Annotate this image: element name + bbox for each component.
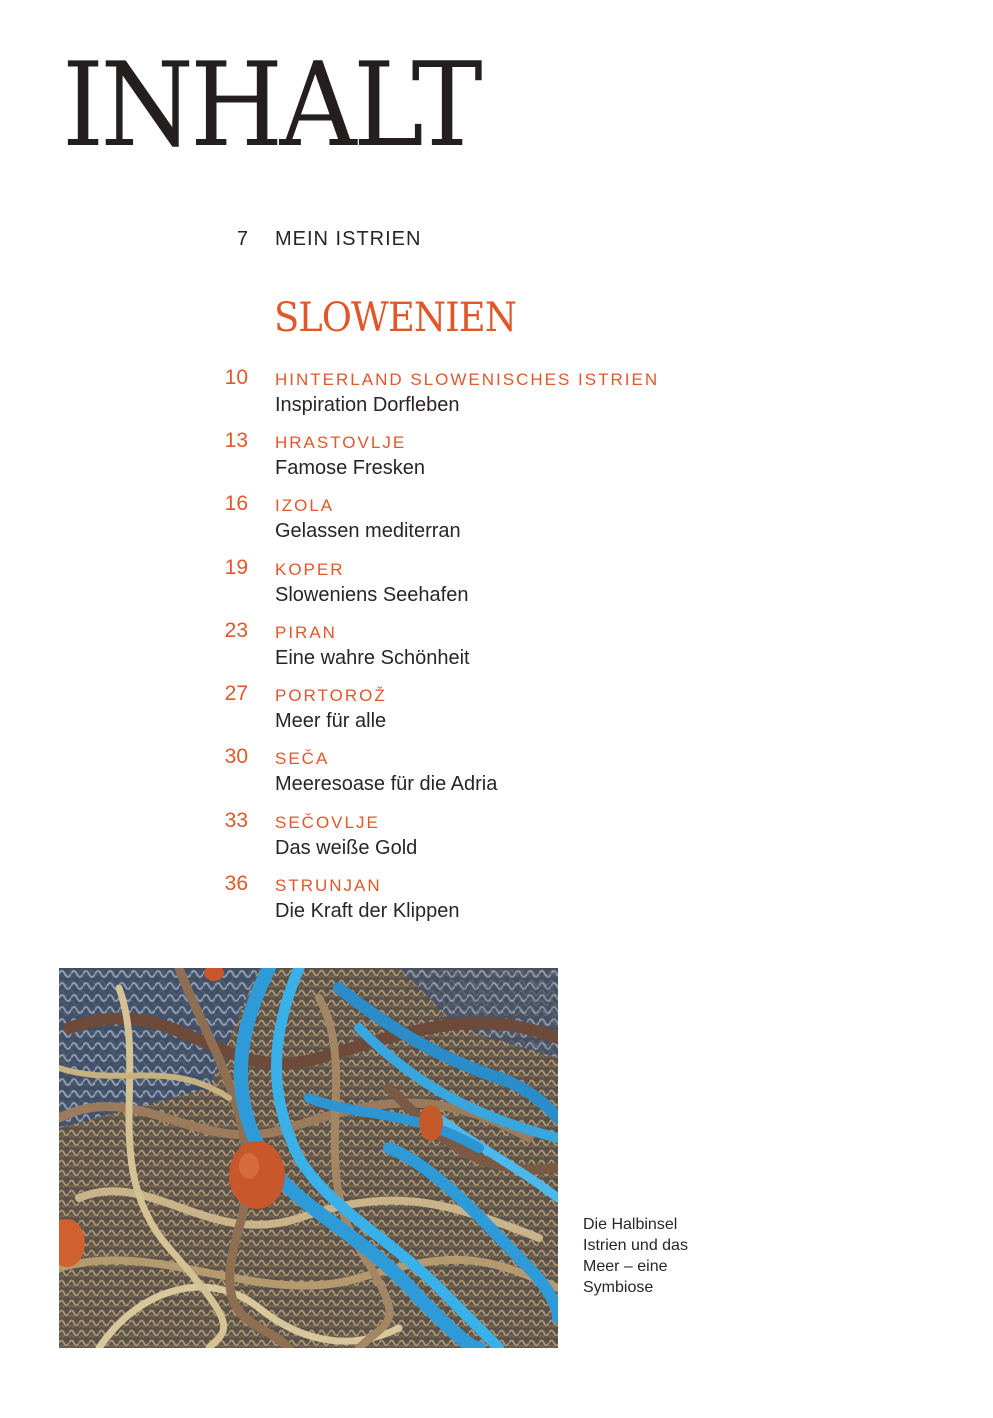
caption-line: Istrien und das [583,1237,688,1254]
toc-page-number: 30 [224,745,248,768]
toc-subtitle: Die Kraft der Klippen [275,900,460,922]
section-title: SLOWENIEN [274,295,517,341]
toc-subtitle: Gelassen mediterran [275,520,461,542]
intro-title: MEIN ISTRIEN [275,228,422,250]
toc-page-number: 16 [224,492,248,515]
toc-subtitle: Meeresoase für die Adria [275,773,498,795]
toc-place: SEČA [275,749,330,768]
toc-place: PIRAN [275,623,337,642]
toc-subtitle: Das weiße Gold [275,837,418,859]
toc-page-number: 10 [224,366,248,389]
fishing-nets-image [59,968,558,1348]
toc-place: KOPER [275,560,345,579]
toc-page-number: 23 [224,619,248,642]
intro-page-number: 7 [236,228,248,250]
toc-entry[interactable] [0,492,993,552]
toc-place: PORTOROŽ [275,686,387,705]
toc-subtitle: Famose Fresken [275,457,426,479]
toc-place: HINTERLAND SLOWENISCHES ISTRIEN [275,370,660,389]
toc-place: STRUNJAN [275,876,382,895]
page-title: INHALT [62,38,479,173]
toc-page-number: 33 [224,809,248,832]
caption-line: Meer – eine [583,1258,668,1275]
toc-place: SEČOVLJE [275,813,380,832]
toc-page-number: 13 [224,429,248,452]
fishing-nets-photo [59,968,558,1348]
caption-line: Die Halbinsel [583,1216,678,1233]
photo-caption [583,1214,733,1298]
toc-entry[interactable] [0,872,993,932]
toc-page-number: 19 [224,556,248,579]
toc-page-number: 36 [224,872,248,895]
toc-subtitle: Sloweniens Seehafen [275,584,469,606]
caption-line: Symbiose [583,1279,654,1296]
toc-entry[interactable] [0,745,993,805]
toc-entry[interactable] [0,429,993,489]
toc-entry[interactable] [0,809,993,869]
toc-place: IZOLA [275,496,335,515]
toc-entry[interactable] [0,556,993,616]
toc-subtitle: Eine wahre Schönheit [275,647,470,669]
toc-place: HRASTOVLJE [275,433,407,452]
toc-subtitle: Inspiration Dorfleben [275,394,460,416]
toc-entry[interactable] [0,619,993,679]
toc-page-number: 27 [224,682,248,705]
toc-entry[interactable] [0,682,993,742]
toc-subtitle: Meer für alle [275,710,387,732]
toc-entry[interactable] [0,366,993,426]
